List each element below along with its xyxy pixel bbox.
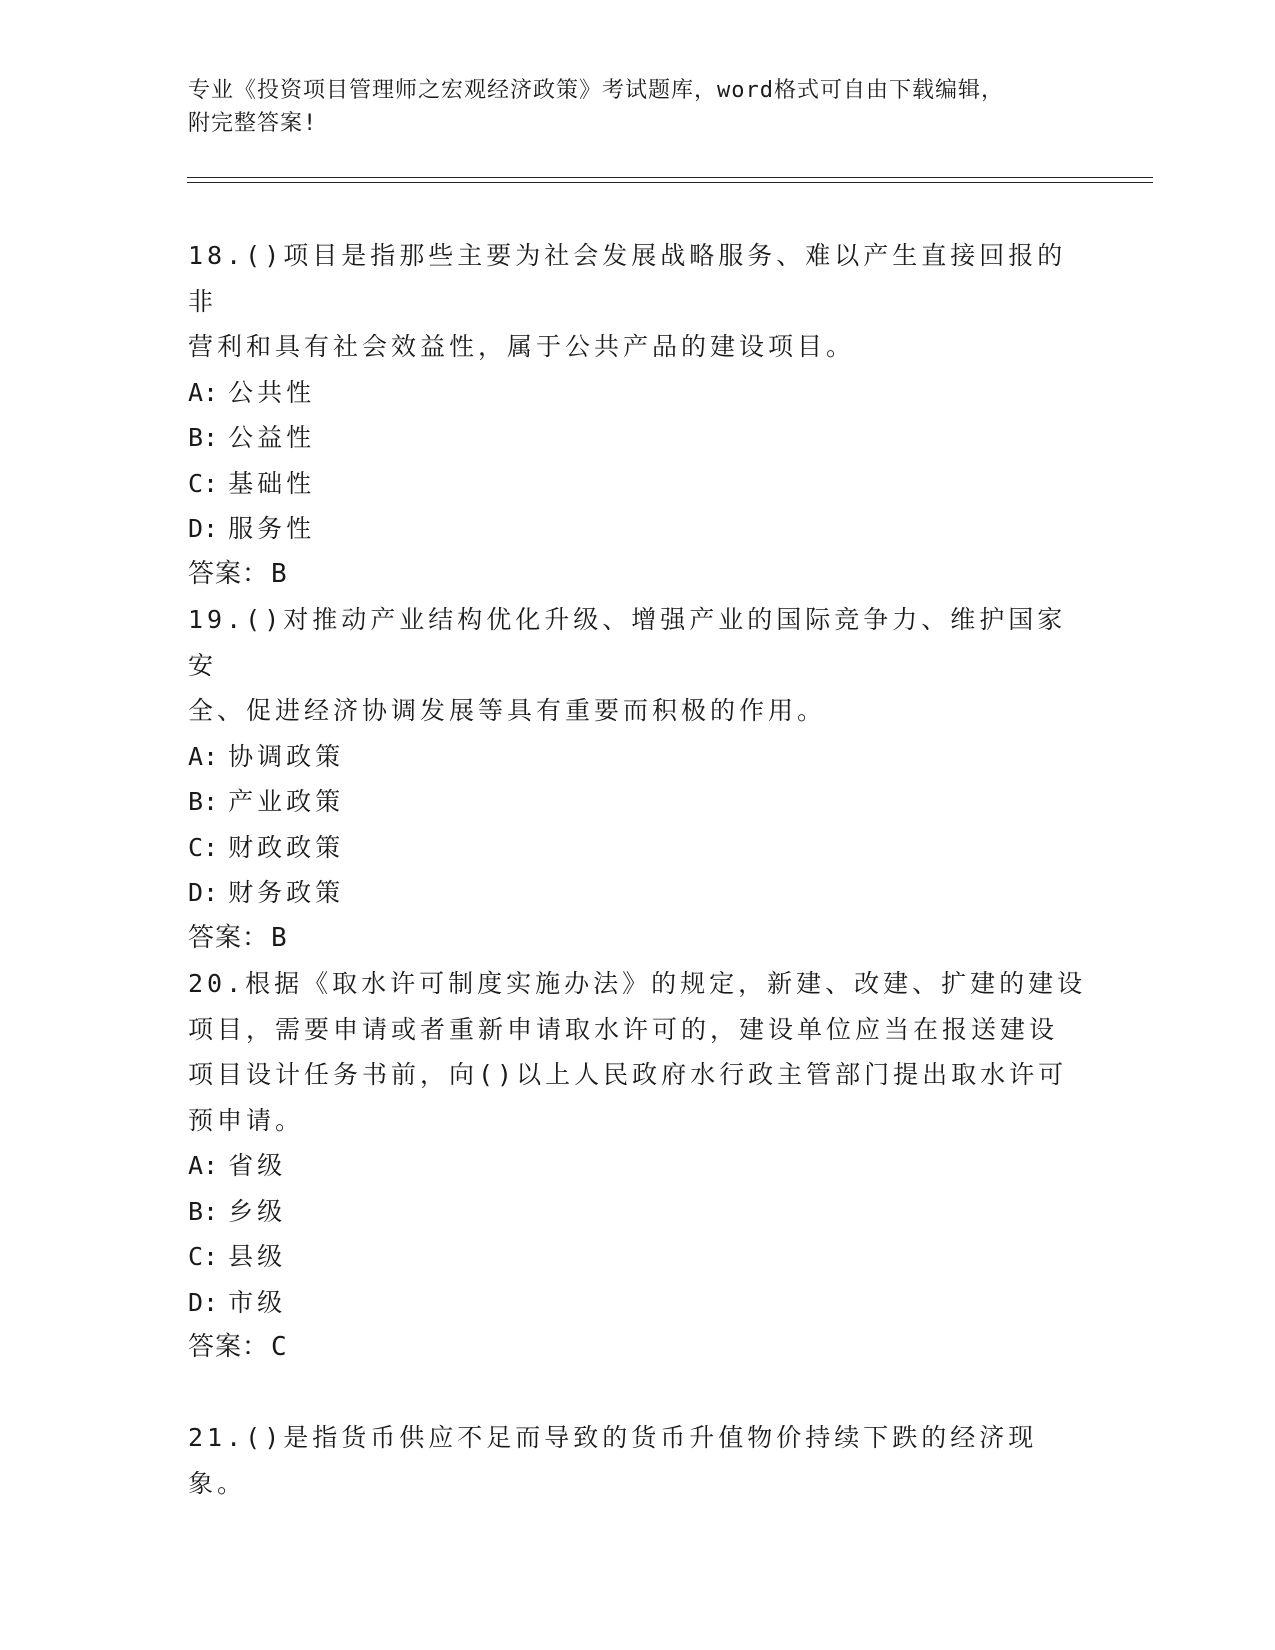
option-b [188,779,1088,825]
question-stem [188,233,1088,370]
option-letter: D: [188,514,219,543]
question-stem-line: 项目设计任务书前，向()以上人民政府水行政主管部门提出取水许可 [188,1060,1068,1089]
answer-value: C [271,1332,288,1362]
option-text: 基础性 [228,468,316,498]
option-text: 市级 [228,1287,287,1317]
question-stem [188,961,1088,1143]
option-text: 乡级 [228,1196,287,1226]
option-letter: A: [188,741,219,771]
option-c [188,1234,1088,1280]
answer-label: 答案： [188,558,270,589]
question-stem-line: 营利和具有社会效益性，属于公共产品的建设项目。 [188,332,856,361]
option-b [188,1189,1088,1235]
option-c [188,825,1088,871]
header-divider-bottom [187,182,1153,183]
option-text: 产业政策 [228,787,345,816]
question-19 [188,597,1088,961]
answer-value: B [271,558,288,589]
answer-label: 答案： [188,1332,270,1362]
option-d [188,506,1088,552]
option-letter: B: [188,423,219,452]
option-d [188,870,1088,916]
option-text: 省级 [228,1151,287,1180]
option-letter: D: [188,1287,219,1317]
question-stem-line: 20.根据《取水许可制度实施办法》的规定，新建、改建、扩建的建设 [188,969,1087,998]
option-letter: A: [188,377,219,407]
header-line-1: 专业《投资项目管理师之宏观经济政策》考试题库，word格式可自由下载编辑， [188,78,1004,103]
answer-value: B [271,922,288,953]
question-stem-line: 项目，需要申请或者重新申请取水许可的，建设单位应当在报送建设 [188,1014,1059,1044]
option-text: 财务政策 [228,878,345,907]
document-header [188,74,1088,140]
option-a [188,1143,1088,1189]
question-stem-line: 19.()对推动产业结构优化升级、增强产业的国际竞争力、维护国家安 [188,605,1067,680]
option-letter: A: [188,1151,219,1180]
question-18 [188,233,1088,597]
option-text: 财政政策 [228,832,345,862]
option-b [188,415,1088,461]
option-text: 县级 [228,1242,287,1271]
option-text: 协调政策 [228,741,345,771]
question-stem-line: 预申请。 [188,1105,305,1135]
question-20 [188,961,1088,1371]
option-d [188,1280,1088,1326]
answer-line [188,1325,1088,1371]
option-letter: C: [188,1242,219,1271]
question-stem-line: 全、促进经济协调发展等具有重要而积极的作用。 [188,696,827,725]
header-line-2: 附完整答案! [188,111,318,136]
answer-line [188,916,1088,962]
option-c [188,461,1088,507]
option-letter: B: [188,1196,219,1226]
question-21 [188,1415,1088,1506]
question-stem [188,597,1088,734]
answer-label: 答案： [188,922,270,953]
option-a [188,734,1088,780]
option-letter: B: [188,787,219,816]
option-text: 公共性 [228,377,316,407]
option-text: 公益性 [228,423,316,452]
question-stem [188,1415,1088,1506]
option-text: 服务性 [228,514,316,543]
option-letter: D: [188,878,219,907]
option-a [188,370,1088,416]
answer-line [188,552,1088,598]
option-letter: C: [188,468,219,498]
header-divider-top [187,177,1153,178]
option-letter: C: [188,832,219,862]
question-stem-line: 21.()是指货币供应不足而导致的货币升值物价持续下跌的经济现象。 [188,1423,1038,1498]
question-stem-line: 18.()项目是指那些主要为社会发展战略服务、难以产生直接回报的非 [188,241,1067,316]
